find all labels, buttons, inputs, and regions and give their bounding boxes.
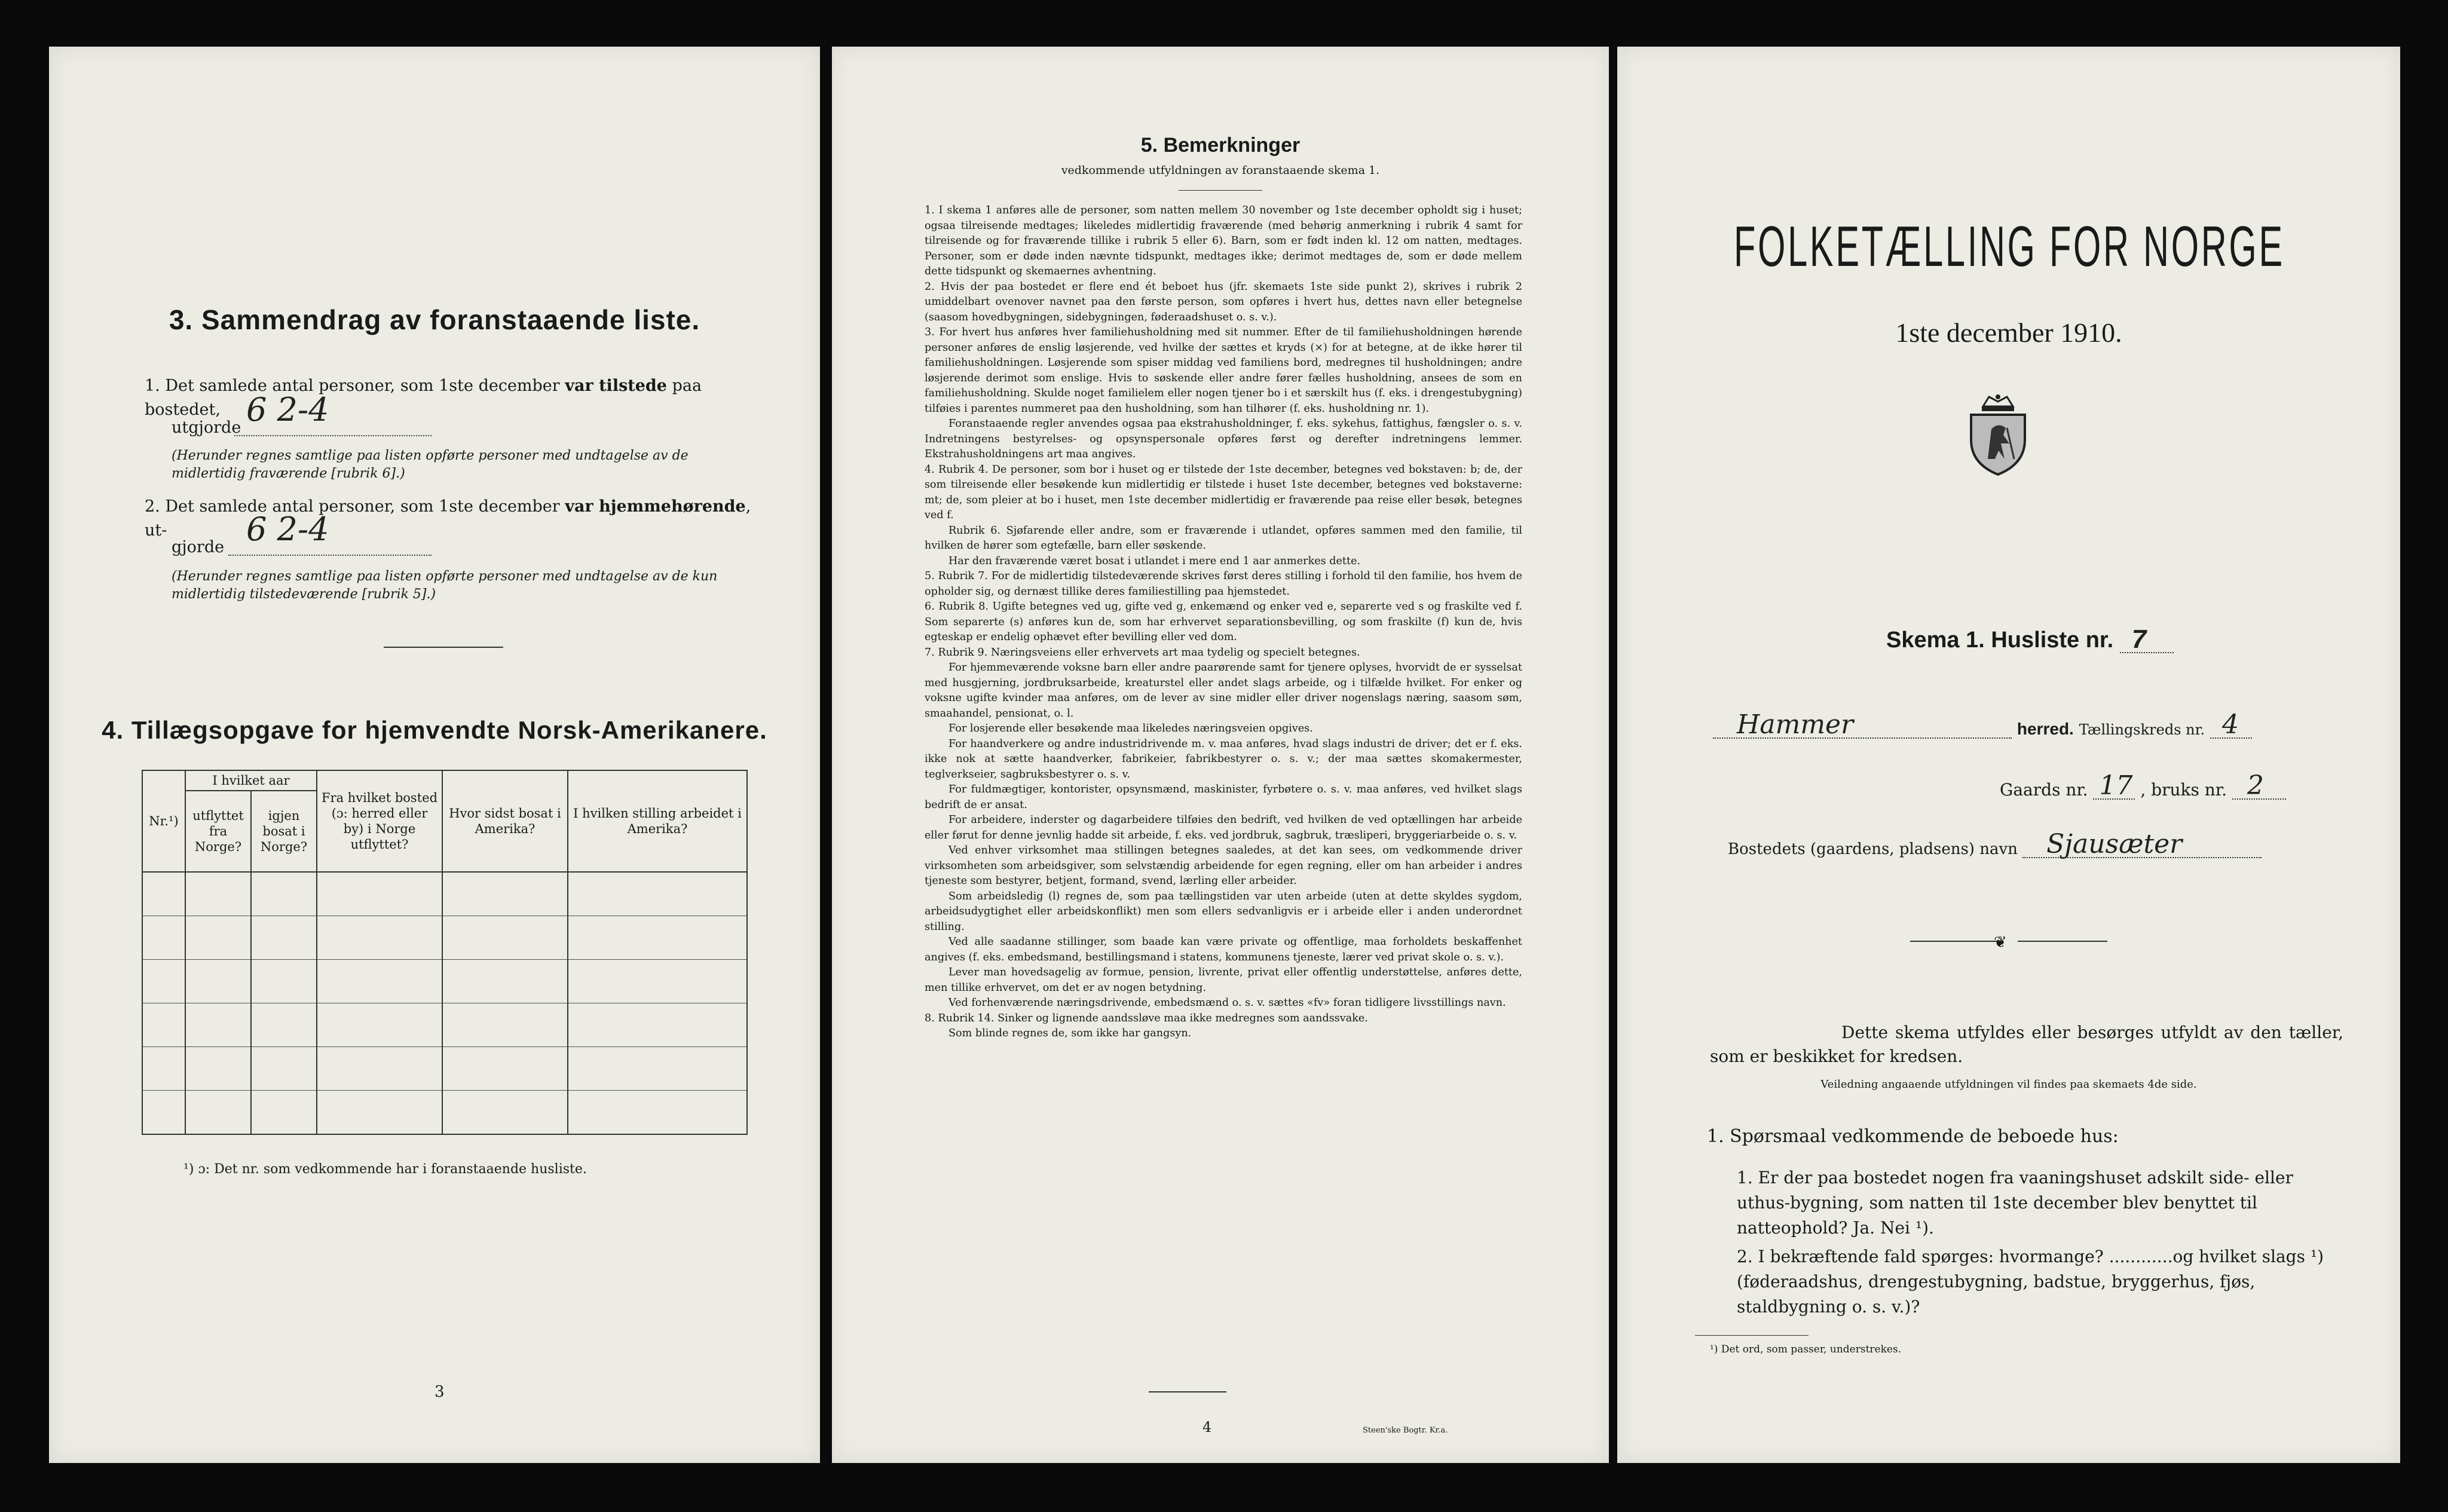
remark-paragraph: Foranstaaende regler anvendes ogsaa paa ekstrahusholdninger, f. eks. sykehus, fattighus, fængsler o. s. v. Indretningens bestyrelses- og opsynspersonale opføres først og derefter indretningens lemmer. Ekstrahusholdningens art maa angives. <box>925 418 1522 460</box>
remark-paragraph: For losjerende eller besøkende maa likeledes næringsveien opgives. <box>948 723 1313 734</box>
divider <box>384 647 503 648</box>
bruks-value: 2 <box>2247 770 2264 801</box>
norwegian-coat-of-arms-icon <box>1965 393 2031 477</box>
table-row <box>142 960 747 1003</box>
remark-paragraph: For fuldmægtiger, kontorister, opsynsmænd, maskinister, fyrbøtere o. s. v. maa anføres, ved hvilket slags bedrift de er ansat. <box>925 783 1522 811</box>
ornament-icon: ❦ <box>1994 933 2007 951</box>
remark-paragraph: 1. I skema 1 anføres alle de personer, som natten mellem 30 november og 1ste december opholdt sig i huset; ogsaa tilreisende medtages; likeledes midlertidig fraværende (med behørig anmerkning i rubrik 4 samt for tilreisende og for fraværende tillike i rubrik 5 eller 6). Barn, som er født inden kl. 12 om natten, medtages. Personer, som er døde inden nævnte tidspunkt, medtages ikke; derimot medtages de, som er døde mellem dette tidspunkt og skemaernes avhentning. <box>925 204 1522 277</box>
page-3 <box>49 47 820 1463</box>
table-row <box>142 916 747 960</box>
summary-item-1: 1. Det samlede antal personer, som 1ste december var tilstede paa bostedet, <box>145 377 702 419</box>
remark-paragraph: Som blinde regnes de, som ikke har gangsyn. <box>948 1027 1192 1039</box>
table-footnote: ¹) ɔ: Det nr. som vedkommende har i foranstaaende husliste. <box>183 1162 587 1177</box>
remark-paragraph: Har den fraværende været bosat i utlandet i mere end 1 aar anmerkes dette. <box>948 555 1361 567</box>
item-2-handwritten-count: 6 2-4 <box>246 510 329 548</box>
remark-paragraph: Ved enhver virksomhet maa stillingen betegnes saaledes, at det kan sees, om vedkommende driver virksomheten som arbeidsgiver, som selvstændig arbeidende for egen regning, eller om han arbeider i andres tjeneste som bestyrer, betjent, formand, svend, lærling eller arbeider. <box>925 844 1522 887</box>
col-fra-bosted: Fra hvilket bosted (ɔ: herred eller by) i Norge utflyttet? <box>317 770 442 872</box>
remark-paragraph: For hjemmeværende voksne barn eller andre paarørende samt for tjenere oplyses, hvorvidt de er sysselsat med husgjerning, jordbruksarbeide, kreaturstel eller andet slags arbeide, og i tilfælde hvilket. For enker og voksne ugifte kvinder maa anføres, om de lever av sine midler eller driver nogenslags næring, saasom søm, smaahandel, pensionat, o. l. <box>925 662 1522 720</box>
divider <box>1149 1391 1226 1392</box>
item-2-note: (Herunder regnes samtlige paa listen opførte personer med undtagelse av de kun midlertidig tilstedeværende [rubrik 5].) <box>172 569 718 602</box>
bosted-line: Bostedets (gaardens, pladsens) navn Sjausæter <box>1728 835 2262 858</box>
bosted-value: Sjausæter <box>2046 829 2183 859</box>
item-1-note: (Herunder regnes samtlige paa listen opførte personer med undtagelse av de midlertidig fraværende [rubrik 6].) <box>172 448 688 481</box>
divider <box>1910 941 2000 942</box>
item-1-fill-line <box>234 435 432 436</box>
summary-item-2: 2. Det samlede antal personer, som 1ste december var hjemmehørende, ut- <box>145 497 751 540</box>
page-number: 4 <box>1202 1419 1212 1436</box>
item-2-fill-line <box>228 555 432 556</box>
remark-paragraph: For haandverkere og andre industridrivende m. v. maa anføres, hvad slags industri de driver; det er f. eks. ikke nok at sætte haandverker, fabrikeier, fabrikbestyrer o. s. v.; der maa sættes skomakermester, teglverkseier, sagbruksbestyrer o. s. v. <box>925 737 1522 781</box>
item-1-handwritten-count: 6 2-4 <box>246 391 329 428</box>
gaards-value: 17 <box>2099 770 2133 801</box>
remark-paragraph: 2. Hvis der paa bostedet er flere end ét beboet hus (jfr. skemaets 1ste side punkt 2), skrives i rubrik 2 umiddelbart ovenover navnet paa den første person, som opføres i hvert hus, dettes navn eller betegnelse (saasom hovedbygningen, sidebygningen, føderaadshuset o. s. v.). <box>925 280 1522 323</box>
item-1-utgjorde-label: utgjorde <box>172 418 241 437</box>
page-4 <box>832 47 1609 1463</box>
page-1-cover <box>1617 47 2400 1463</box>
divider <box>1695 1335 1809 1336</box>
norsk-amerikanere-table-wrap <box>142 770 748 1135</box>
table-row <box>142 872 747 916</box>
norsk-amerikanere-table <box>142 770 748 1135</box>
divider <box>2018 941 2107 942</box>
table-row <box>142 1003 747 1047</box>
husliste-number: 7 <box>2131 625 2147 654</box>
remark-paragraph: Som arbeidsledig (l) regnes de, som paa tællingstiden var uten arbeide (uten at dette skyldes sygdom, arbeidsudygtighet eller arbeidskonflikt) men som ellers sedvanligvis er i arbeide eller i anden underordnet stilling. <box>925 890 1522 933</box>
remark-paragraph: 6. Rubrik 8. Ugifte betegnes ved ug, gifte ved g, enkemænd og enker ved e, separerte ved s og fraskilte ved f. Som separerte (s) anføres kun de, som har erhvervet separationsbevilling, og som fraskilte (f) kun de, hvis egteskap er endelig ophævet efter bevilling eller ved dom. <box>925 601 1522 643</box>
herred-value: Hammer <box>1737 709 1854 740</box>
col-stilling: I hvilken stilling arbeidet i Amerika? <box>568 770 747 872</box>
remark-paragraph: Lever man hovedsagelig av formue, pension, livrente, privat eller offentlig understøttelse, anføres dette, men tillike erhvervet, om det er av nogen betydning. <box>925 966 1522 994</box>
census-date: 1ste december 1910. <box>1895 317 2122 348</box>
remark-paragraph: 7. Rubrik 9. Næringsveiens eller erhvervets art maa tydelig og specielt betegnes. <box>925 646 1360 659</box>
gaard-bruk-line: Gaards nr. 17 , bruks nr. 2 <box>2000 777 2286 800</box>
question-section-title: 1. Spørsmaal vedkommende de beboede hus: <box>1707 1126 2119 1147</box>
col-utflyttet: utflyttet fra Norge? <box>185 791 251 872</box>
col-group-year: I hvilket aar <box>185 770 317 791</box>
col-igjen-bosat: igjen bosat i Norge? <box>251 791 317 872</box>
section-4-title: 4. Tillægsopgave for hjemvendte Norsk-Amerikanere. <box>102 716 767 744</box>
divider <box>1179 190 1262 191</box>
question-1: 1. Er der paa bostedet nogen fra vaaningshuset adskilt side- eller uthus-bygning, som natten til 1ste december blev benyttet til natteophold? Ja. Nei ¹). <box>1737 1168 2293 1238</box>
remarks-title: 5. Bemerkninger <box>1140 134 1300 157</box>
remark-paragraph: 4. Rubrik 4. De personer, som bor i huset og er tilstede der 1ste december, betegnes ved bokstaven: b; de, der som tilreisende eller besøkende kun midlertidig er tilstede i huset 1ste december, betegnes ved bokstaverne: mt; de, som pleier at bo i huset, men 1ste december midlertidig er fraværende paa reise eller besøk, betegnes ved f. <box>925 463 1522 521</box>
intro-text: Dette skema utfyldes eller besørges utfyldt av den tæller, som er beskikket for kredsen. <box>1710 1023 2343 1066</box>
section-3-title: 3. Sammendrag av foranstaaende liste. <box>169 304 700 335</box>
skema-husliste: Skema 1. Husliste nr. 7 <box>1886 628 2174 653</box>
remark-paragraph: For arbeidere, inderster og dagarbeidere tilføies den bedrift, ved hvilken de ved optællingen har arbeide eller førut for denne jevnlig hadde sit arbeide, f. eks. ved jordbruk, sagbruk, træsliperi, bryggeriarbeide o. s. v. <box>925 814 1522 841</box>
question-2: 2. I bekræftende fald spørges: hvormange? ............og hvilket slags ¹) (føderaadshus, drengestubygning, badstue, bryggerhus, fjøs, staldbygning o. s. v.)? <box>1737 1247 2324 1317</box>
remarks-body <box>925 203 1522 1042</box>
remarks-subtitle: vedkommende utfyldningen av foranstaaende skema 1. <box>1061 164 1380 177</box>
remark-paragraph: 8. Rubrik 14. Sinker og lignende aandssløve maa ikke medregnes som aandssvake. <box>925 1012 1368 1024</box>
remark-paragraph: Rubrik 6. Sjøfarende eller andre, som er fraværende i utlandet, opføres sammen med den familie, til hvilken de hører som egtefælle, barn eller søskende. <box>925 524 1522 552</box>
table-row <box>142 1091 747 1135</box>
remark-paragraph: Ved alle saadanne stillinger, som baade kan være private og offentlige, maa forholdets beskaffenhet angives (f. eks. embedsmand, bestillingsmand i statens, kommunens tjeneste, lærer ved privat skole o. s. v.). <box>925 936 1522 963</box>
intro-subtext: Veiledning angaaende utfyldningen vil findes paa skemaets 4de side. <box>1820 1078 2197 1091</box>
census-title: FOLKETÆLLING FOR NORGE <box>1734 215 2285 278</box>
cover-footnote: ¹) Det ord, som passer, understrekes. <box>1710 1343 1902 1355</box>
col-nr: Nr.¹) <box>142 770 185 872</box>
item-2-gjorde-label: gjorde <box>172 538 225 556</box>
col-hvor-bosat: Hvor sidst bosat i Amerika? <box>442 770 568 872</box>
table-row <box>142 1047 747 1091</box>
herred-line: Hammer herred. Tællingskreds nr. 4 <box>1713 716 2311 752</box>
printer-imprint: Steen'ske Bogtr. Kr.a. <box>1363 1426 1448 1435</box>
remark-paragraph: 5. Rubrik 7. For de midlertidig tilstedeværende skrives først deres stilling i forhold til den familie, hos hvem de opholder sig, og dernæst tillike deres familiestilling paa hjemstedet. <box>925 570 1522 598</box>
krets-value: 4 <box>2221 709 2239 740</box>
remark-paragraph: 3. For hvert hus anføres hver familiehusholdning med sit nummer. Efter de til familiehusholdningen hørende personer anføres de enslig løsjerende, ved hvilke der sættes et kryds (×) for at betegne, at de ikke hører til familiehusholdningen. Løsjerende som spiser middag ved familiens bord, medregnes til husholdningen; andre løsjerende derimot som enslige. Hvis to søskende eller andre fører fælles husholdning, ansees de som en familiehusholdning. Skulde noget familielem eller nogen tjener bo i et særskilt hus (f. eks. i drengestubygning) tilføies i parentes nummeret paa den husholdning, som han tilhører (f. eks. husholdning nr. 1). <box>925 326 1522 415</box>
remark-paragraph: Ved forhenværende næringsdrivende, embedsmænd o. s. v. sættes «fv» foran tidligere livsstillings navn. <box>948 997 1506 1009</box>
page-number: 3 <box>434 1383 445 1401</box>
